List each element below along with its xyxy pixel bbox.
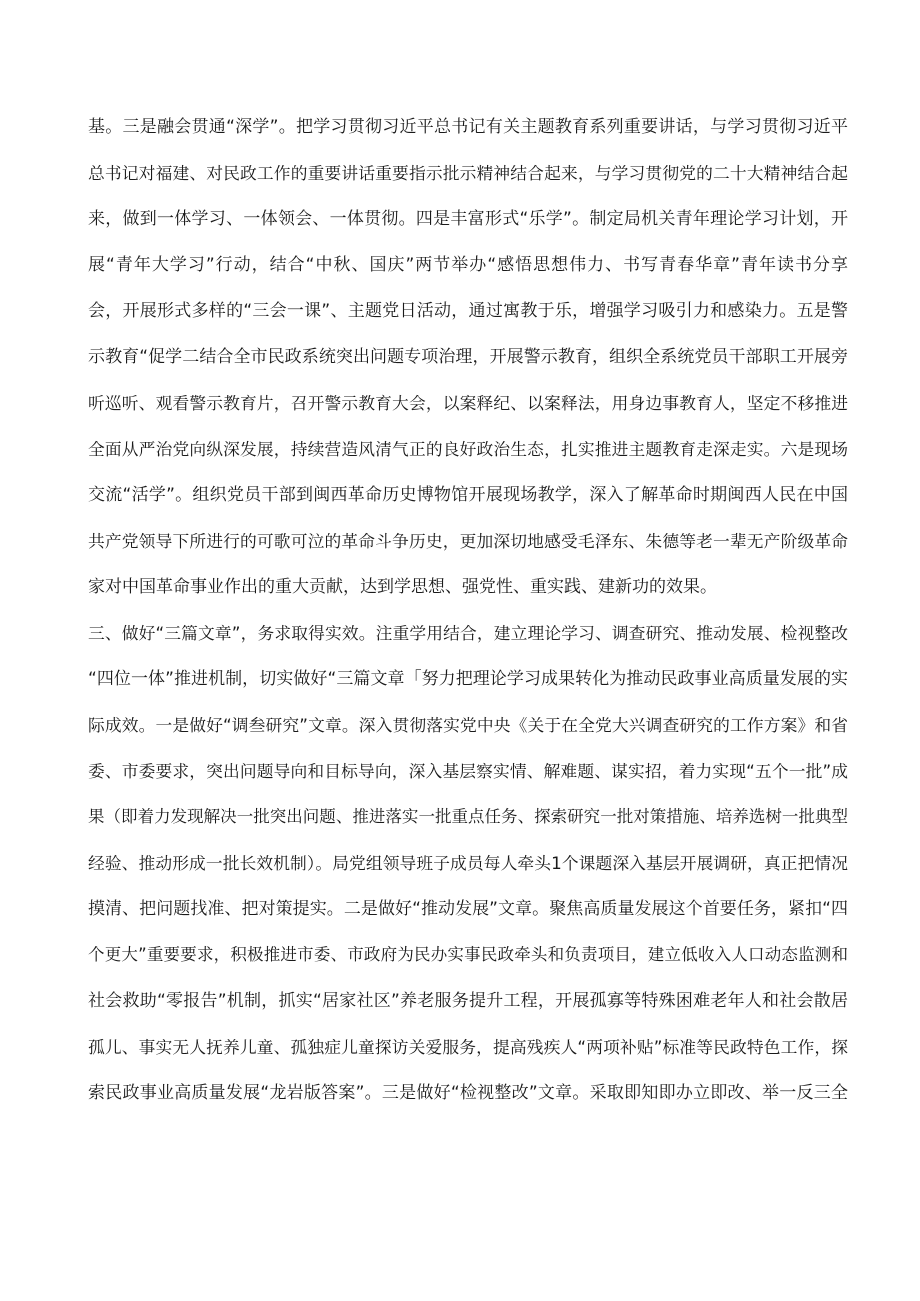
text-line: 听巡听、观看警示教育片，召开警示教育大会，以案释纪、以案释法，用身边事教育人，坚定不移推进 [88,393,848,413]
text-line: 索民政事业高质量发展“龙岩版答案”。三是做好“检视整改”文章。采取即知即办立即改、举一反三全 [88,1083,848,1103]
text-line: 孤儿、事实无人抚养儿童、孤独症儿童探访关爱服务，提高残疾人“两项补贴”标准等民政特色工作，探 [88,1037,848,1057]
text-line: 会，开展形式多样的“三会一课”、主题党日活动，通过寓教于乐，增强学习吸引力和感染力。五是警 [88,301,848,321]
text-line: 全面从严治党向纵深发展，持续营造风清气正的良好政治生态，扎实推进主题教育走深走实。六是现场 [88,439,848,459]
text-line: 果（即着力发现解决一批突出问题、推进落实一批重点任务、探索研究一批对策措施、培养选树一批典型 [88,807,848,826]
section-heading-line: 三、做好“三篇文章”，务求取得实效。注重学用结合，建立理论学习、调查研究、推动发展、检视整改 [88,623,848,643]
text-line: 际成效。一是做好“调叁研究”文章。深入贯彻落实党中央《关于在全党大兴调查研究的工作方案》和省 [88,715,848,735]
text-line: 展“青年大学习”行动，结合“中秋、国庆”两节举办“感悟思想伟力、书写青春华章”青年读书分享 [88,255,848,275]
text-line: 来，做到一体学习、一体领会、一体贯彻。四是丰富形式“乐学”。制定局机关青年理论学习计划，开 [88,209,848,229]
text-line: 经验、推动形成一批长效机制）。局党组领导班子成员每人牵头1个课题深入基层开展调研，真正把情况 [88,853,848,873]
text-line: 摸清、把问题找准、把对策提实。二是做好“推动发展”文章。聚焦高质量发展这个首要任务，紧扣“四 [88,899,848,919]
text-line: 家对中国革命事业作出的重大贡献，达到学思想、强党性、重实践、建新功的效果。 [88,577,717,597]
text-line: 社会救助“零报告”机制，抓实“居家社区”养老服务提升工程，开展孤寡等特殊困难老年人和社会散居 [88,991,848,1011]
text-line: 交流“活学”。组织党员干部到闽西革命历史博物馆开展现场教学，深入了解革命时期闽西人民在中国 [88,485,848,505]
text-line: 个更大”重要要求，积极推进市委、市政府为民办实事民政牵头和负责项目，建立低收入人口动态监测和 [88,945,848,964]
text-line: 基。三是融会贯通“深学”。把学习贯彻习近平总书记有关主题教育系列重要讲话，与学习贯彻习近平 [88,117,848,137]
text-line: “四位一体”推进机制，切实做好“三篇文章「努力把理论学习成果转化为推动民政事业高质量发展的实 [88,669,848,689]
text-line: 示教育“促学二结合全市民政系统突出问题专项治理，开展警示教育，组织全系统党员干部职工开展旁 [88,347,848,367]
text-line: 总书记对福建、对民政工作的重要讲话重要指示批示精神结合起来，与学习贯彻党的二十大精神结合起 [88,163,848,183]
text-line: 委、市委要求，突出问题导向和目标导向，深入基层察实情、解难题、谋实招，着力实现“五个一批”成 [88,761,848,781]
text-line: 共产党领导下所进行的可歌可泣的革命斗争历史，更加深切地感受毛泽东、朱德等老一辈无产阶级革命 [88,531,848,551]
